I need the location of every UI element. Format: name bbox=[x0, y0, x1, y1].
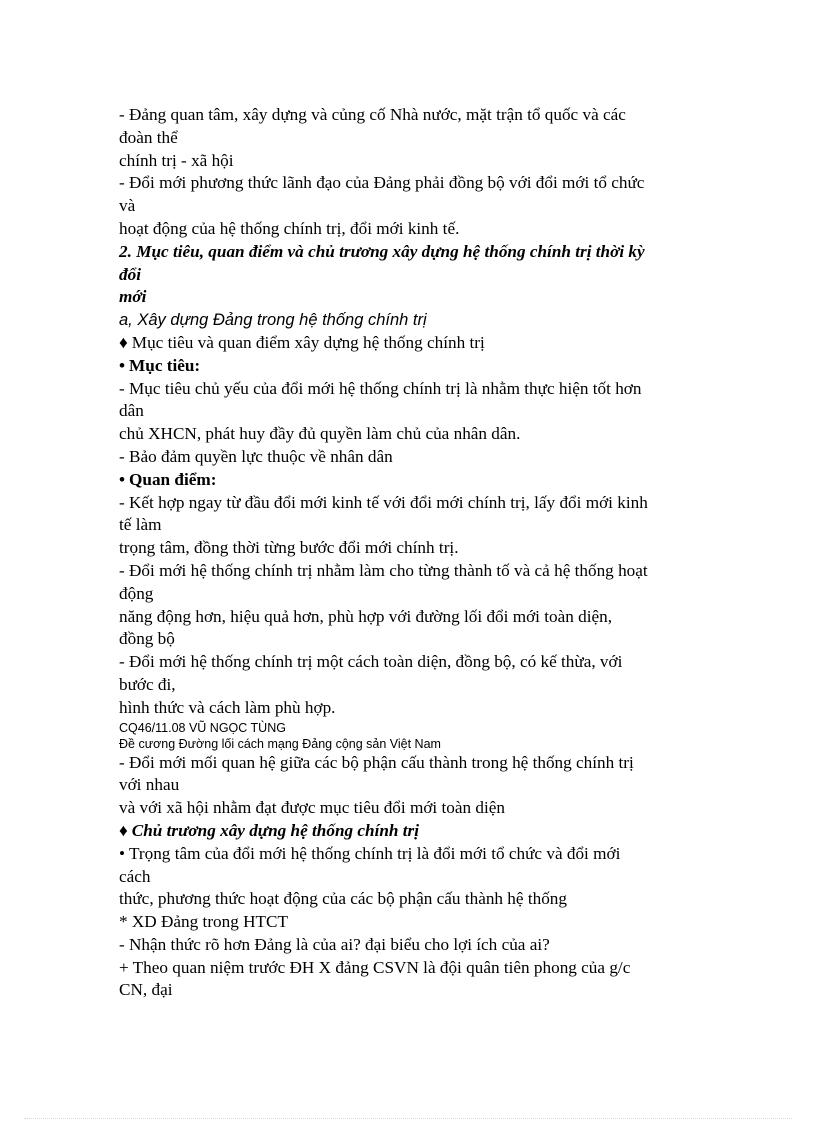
text-line: - Đổi mới hệ thống chính trị nhằm làm cho từng thành tố và cả hệ thống hoạt bbox=[119, 560, 648, 580]
text-line: - Đảng quan tâm, xây dựng và củng cố Nhà nước, mặt trận tổ quốc và các bbox=[119, 105, 626, 124]
text-line: với nhau bbox=[119, 775, 180, 795]
text-line: - Nhận thức rõ hơn Đảng là của ai? đại biểu cho lợi ích của ai? bbox=[119, 934, 550, 954]
text-line: năng động hơn, hiệu quả hơn, phù hợp với đường lối đổi mới toàn diện, bbox=[119, 606, 613, 626]
text-line: trọng tâm, đồng thời từng bước đổi mới chính trị. bbox=[119, 538, 459, 558]
bullet-icon: • bbox=[119, 355, 126, 375]
section-heading: 2. Mục tiêu, quan điểm và chủ trương xây dựng hệ thống chính trị thời kỳ bbox=[119, 241, 645, 261]
text-line: - Đổi mới mối quan hệ giữa các bộ phận cấu thành trong hệ thống chính trị bbox=[119, 752, 634, 772]
page-bottom-divider bbox=[24, 1118, 792, 1119]
text-line: chính trị - xã hội bbox=[119, 150, 234, 170]
text-line: * XD Đảng trong HTCT bbox=[119, 912, 288, 932]
bullet-heading bbox=[119, 355, 719, 378]
text-line: hình thức và cách làm phù hợp. bbox=[119, 697, 336, 717]
diamond-item-text: Mục tiêu và quan điểm xây dựng hệ thống chính trị bbox=[131, 332, 485, 352]
page-footer-title: Đề cương Đường lối cách mạng Đảng cộng sản Việt Nam bbox=[119, 736, 441, 751]
diamond-heading-text: Chủ trương xây dựng hệ thống chính trị bbox=[131, 820, 420, 840]
document-page bbox=[119, 104, 719, 1002]
bullet-heading bbox=[119, 469, 719, 492]
text-line: và bbox=[119, 196, 136, 216]
text-line: - Đổi mới phương thức lãnh đạo của Đảng phải đồng bộ với đổi mới tổ chức bbox=[119, 173, 645, 193]
diamond-heading bbox=[119, 820, 719, 843]
diamond-bullet-icon: ♦ bbox=[119, 332, 128, 352]
text-line: - Mục tiêu chủ yếu của đổi mới hệ thống chính trị là nhằm thực hiện tốt hơn bbox=[119, 378, 642, 398]
text-line: hoạt động của hệ thống chính trị, đổi mới kinh tế. bbox=[119, 218, 460, 238]
bullet-heading-text: Mục tiêu: bbox=[129, 355, 201, 375]
text-line: động bbox=[119, 583, 154, 603]
text-line: chủ XHCN, phát huy đầy đủ quyền làm chủ của nhân dân. bbox=[119, 424, 521, 444]
text-line: • Trọng tâm của đổi mới hệ thống chính trị là đổi mới tổ chức và đổi mới bbox=[119, 843, 621, 863]
text-line: đồng bộ bbox=[119, 629, 175, 649]
text-line: - Đổi mới hệ thống chính trị một cách toàn diện, đồng bộ, có kế thừa, với bbox=[119, 652, 623, 672]
text-line: thức, phương thức hoạt động của các bộ phận cấu thành hệ thống bbox=[119, 889, 567, 909]
bullet-heading-text: Quan điểm: bbox=[129, 469, 217, 489]
text-line: tế làm bbox=[119, 515, 162, 535]
text-line: CN, đại bbox=[119, 980, 173, 1000]
text-line: bước đi, bbox=[119, 674, 176, 694]
text-line: - Bảo đảm quyền lực thuộc về nhân dân bbox=[119, 446, 393, 466]
text-line: + Theo quan niệm trước ĐH X đảng CSVN là đội quân tiên phong của g/c bbox=[119, 957, 631, 977]
section-heading-cont: mới bbox=[119, 287, 147, 307]
diamond-item bbox=[119, 332, 719, 355]
text-line: dân bbox=[119, 401, 144, 421]
text-line: và với xã hội nhằm đạt được mục tiêu đổi mới toàn diện bbox=[119, 798, 505, 818]
text-line: - Kết hợp ngay từ đầu đổi mới kinh tế với đổi mới chính trị, lấy đổi mới kinh bbox=[119, 492, 648, 512]
diamond-bullet-icon: ♦ bbox=[119, 820, 128, 840]
subsection-heading: a, Xây dựng Đảng trong hệ thống chính trị bbox=[119, 311, 427, 330]
text-line: đoàn thể bbox=[119, 127, 178, 147]
page-footer-author: CQ46/11.08 VŨ NGỌC TÙNG bbox=[119, 720, 286, 735]
section-heading-cont: đổi bbox=[119, 264, 141, 284]
bullet-icon: • bbox=[119, 469, 126, 489]
text-line: cách bbox=[119, 866, 151, 886]
